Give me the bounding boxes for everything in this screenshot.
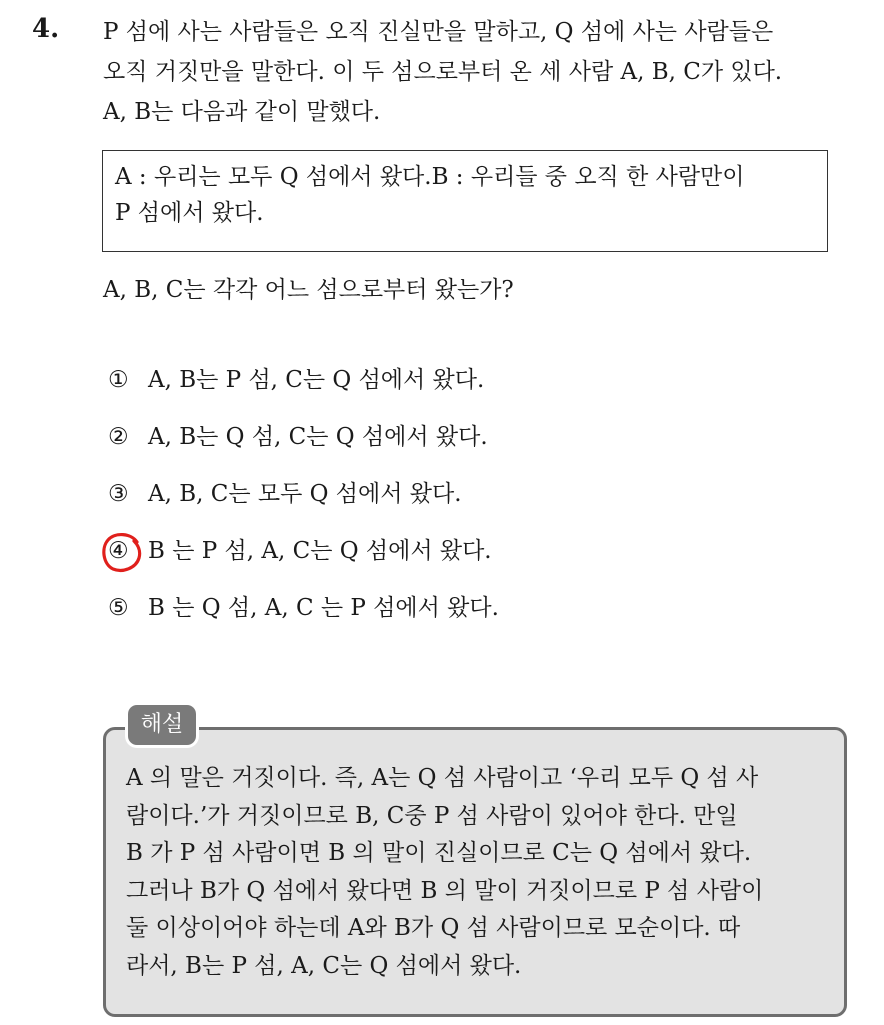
option-number: [108, 531, 148, 571]
explanation-line: A 의 말은 거짓이다. 즉, A는 Q 섬 사람이고 ‘우리 모두 Q 섬 사: [126, 765, 759, 791]
question-prompt: A, B, C는 각각 어느 섬으로부터 왔는가?: [103, 277, 514, 303]
option-text: A, B는 Q 섬, C는 Q 섬에서 왔다.: [148, 424, 488, 450]
answer-options: [108, 360, 499, 645]
option-number: ⑤: [108, 595, 129, 621]
option-number-text: ④: [108, 538, 129, 564]
option-1[interactable]: [108, 360, 499, 417]
explanation-line: 람이다.’가 거짓이므로 B, C중 P 섬 사람이 있어야 한다. 만일: [126, 802, 738, 829]
option-number: ②: [108, 424, 129, 450]
explanation-line: B 가 P 섬 사람이면 B 의 말이 진실이므로 C는 Q 섬에서 왔다.: [126, 840, 752, 866]
stem-line: P 섬에 사는 사람들은 오직 진실만을 말하고, Q 섬에 사는 사람들은: [103, 19, 774, 45]
option-4[interactable]: [108, 531, 499, 588]
question-number: 4.: [32, 14, 60, 44]
statement-line: A : 우리는 모두 Q 섬에서 왔다.B : 우리들 중 오직 한 사람만이: [115, 164, 745, 190]
option-text: A, B는 P 섬, C는 Q 섬에서 왔다.: [148, 367, 485, 393]
option-text: B 는 P 섬, A, C는 Q 섬에서 왔다.: [148, 538, 492, 564]
stem-line: 오직 거짓만을 말한다. 이 두 섬으로부터 온 세 사람 A, B, C가 있다.: [103, 59, 783, 85]
explanation-tag: 해설: [128, 705, 196, 745]
option-2[interactable]: [108, 417, 499, 474]
explanation-line: 라서, B는 P 섬, A, C는 Q 섬에서 왔다.: [126, 952, 522, 979]
statement-box: [102, 150, 828, 252]
option-number: ①: [108, 367, 129, 393]
question-stem: [103, 12, 863, 132]
explanation-box: [103, 727, 847, 1017]
option-text: A, B, C는 모두 Q 섬에서 왔다.: [148, 481, 462, 507]
explanation-line: 둘 이상이어야 하는데 A와 B가 Q 섬 사람이므로 모순이다. 따: [126, 915, 741, 941]
stem-line: A, B는 다음과 같이 말했다.: [103, 99, 381, 125]
option-5[interactable]: [108, 588, 499, 645]
statement-line: P 섬에서 왔다.: [115, 200, 264, 226]
option-text: B 는 Q 섬, A, C 는 P 섬에서 왔다.: [148, 595, 499, 621]
explanation-line: 그러나 B가 Q 섬에서 왔다면 B 의 말이 거짓이므로 P 섬 사람이: [126, 877, 764, 904]
option-number: ③: [108, 481, 129, 507]
option-3[interactable]: [108, 474, 499, 531]
